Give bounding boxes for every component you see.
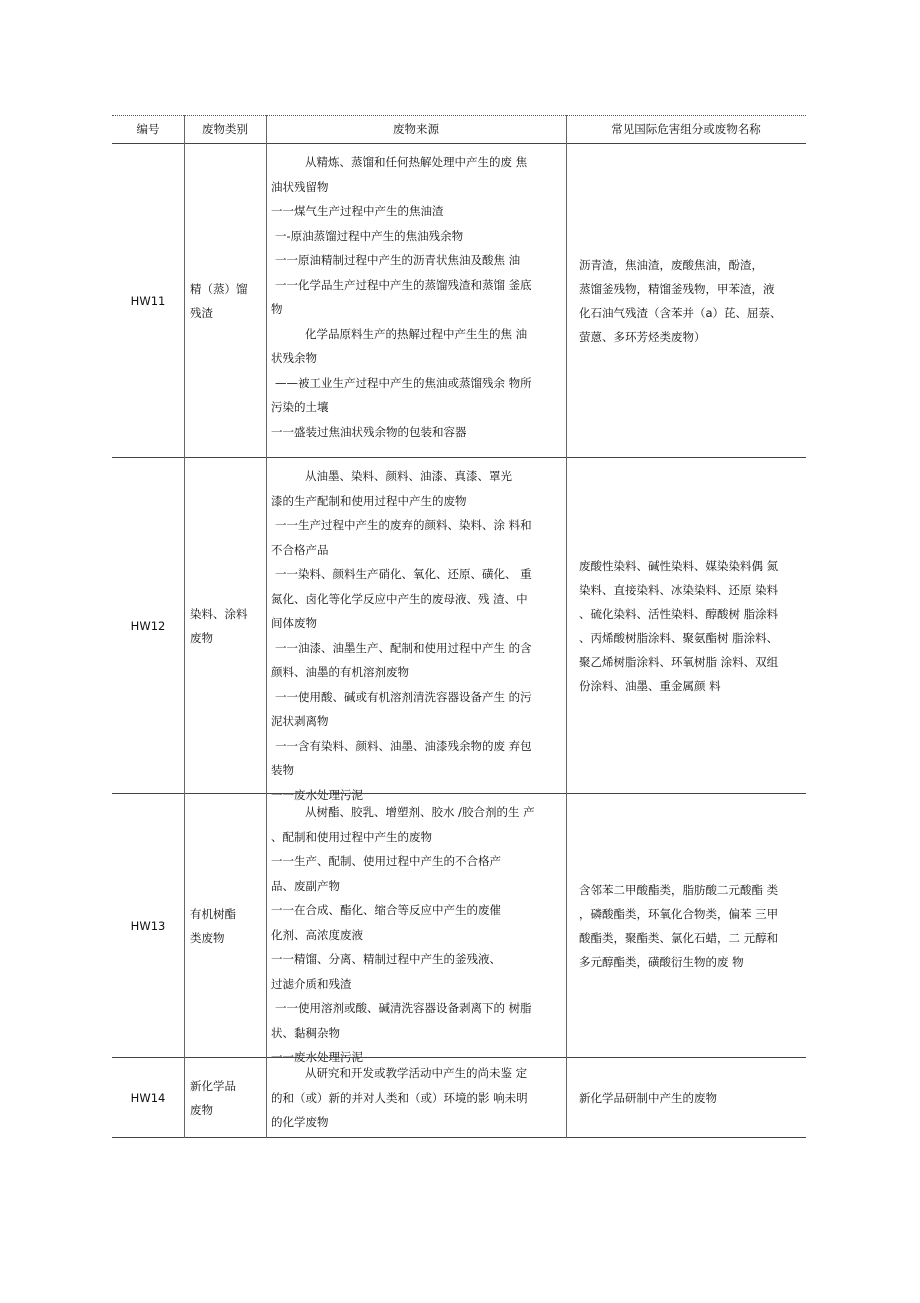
row-components: 新化学品研制中产生的废物: [579, 1091, 717, 1105]
row-category: 有机树酯 类废物: [190, 907, 236, 945]
row-category: 染料、涂料 废物: [190, 607, 248, 645]
column-divider: [566, 115, 567, 1138]
row-components: 含邻苯二甲酸酯类，脂肪酸二元酸酯 类 ，磷酸酯类，环氧化合物类，偏苯 三甲 酸酯类，聚酯类、氯化石蜡，二 元醇和 多元醇酯类，磺酸衍生物的废 物: [579, 883, 779, 969]
header-source: 废物来源: [393, 121, 439, 136]
table-header-row: [112, 115, 806, 144]
table-row-hw12: [112, 458, 806, 802]
row-code: HW12: [130, 619, 166, 633]
table-row-hw11: [112, 144, 806, 458]
row-code: HW14: [130, 1091, 166, 1105]
row-code: HW13: [130, 919, 166, 933]
row-source: 从精炼、蒸馏和任何热解处理中产生的废 焦 油状残留物 一一煤气生产过程中产生的焦油渣 一-原油蒸馏过程中产生的焦油残余物 一一原油精制过程中产生的沥青状焦油及酸焦 油 一一化学品生产过程中产生的蒸馏残渣和蒸馏 釜底 物 化学品原料生产的热解过程中产生生的焦 油 状残余物 ——被工业生产过程中产生的焦油或蒸馏残余 物所 污染的土壤 一一盛装过焦油状残余物的包装和容器: [271, 155, 532, 439]
row-category: 新化学品 废物: [190, 1079, 236, 1117]
table-row-hw13: [112, 794, 806, 1064]
column-divider: [184, 115, 185, 1138]
header-category: 废物类别: [202, 121, 248, 136]
table-row-hw14: [112, 1058, 806, 1138]
row-source: 从树酯、胶乳、增塑剂、胶水 /胶合剂的生 产 、配制和使用过程中产生的废物 一一生产、配制、使用过程中产生的不合格产 品、废副产物 一一在合成、酯化、缩合等反应中产生的废催 化剂、高浓度废液 一一精馏、分离、精制过程中产生的釜残液、 过滤介质和残渣 一一使用溶剂或酸、碱清洗容器设备剥离下的 树脂 状、黏稠杂物 一一废水处理污泥: [271, 805, 535, 1064]
row-components: 沥青渣，焦油渣，废酸焦油，酚渣， 蒸馏釜残物，精馏釜残物，甲苯渣，液 化石油气残渣（含苯并（a）芘、屈萘、 萤蒽、多环芳烃类废物）: [579, 258, 782, 344]
row-code: HW11: [130, 294, 166, 308]
row-category: 精（蒸）馏 残渣: [190, 282, 248, 320]
header-components: 常见国际危害组分或废物名称: [611, 121, 761, 136]
row-source: 从研究和开发或教学活动中产生的尚未鉴 定 的和（或）新的并对人类和（或）环境的影 响未明 的化学废物: [271, 1066, 528, 1129]
column-divider: [266, 115, 267, 1138]
header-code: 编号: [136, 121, 160, 136]
row-components: 废酸性染料、碱性染料、媒染染料偶 氮 染料、直接染料、冰染染料、还原 染料 、硫化染料、活性染料、醇酸树 脂涂料 、丙烯酸树脂涂料、聚氨酯树 脂涂料、 聚乙烯树脂涂料、环氧树脂 涂料、双组 份涂料、油墨、重金属颜 料: [579, 559, 779, 693]
row-source: 从油墨、染料、颜料、油漆、真漆、罩光 漆的生产配制和使用过程中产生的废物 一一生产过程中产生的废弃的颜料、染料、涂 料和 不合格产品 一一染料、颜料生产硝化、氧化、还原、磺化、 重 氮化、卤化等化学反应中产生的废母液、残 渣、中 间体废物 一一油漆、油墨生产、配制和使用过程中产生 的含 颜料、油墨的有机溶剂废物 一一使用酸、碱或有机溶剂清洗容器设备产生 的污 泥状剥离物 一一含有染料、颜料、油墨、油漆残余物的废 弃包 装物 一一废水处理污泥: [271, 469, 532, 802]
